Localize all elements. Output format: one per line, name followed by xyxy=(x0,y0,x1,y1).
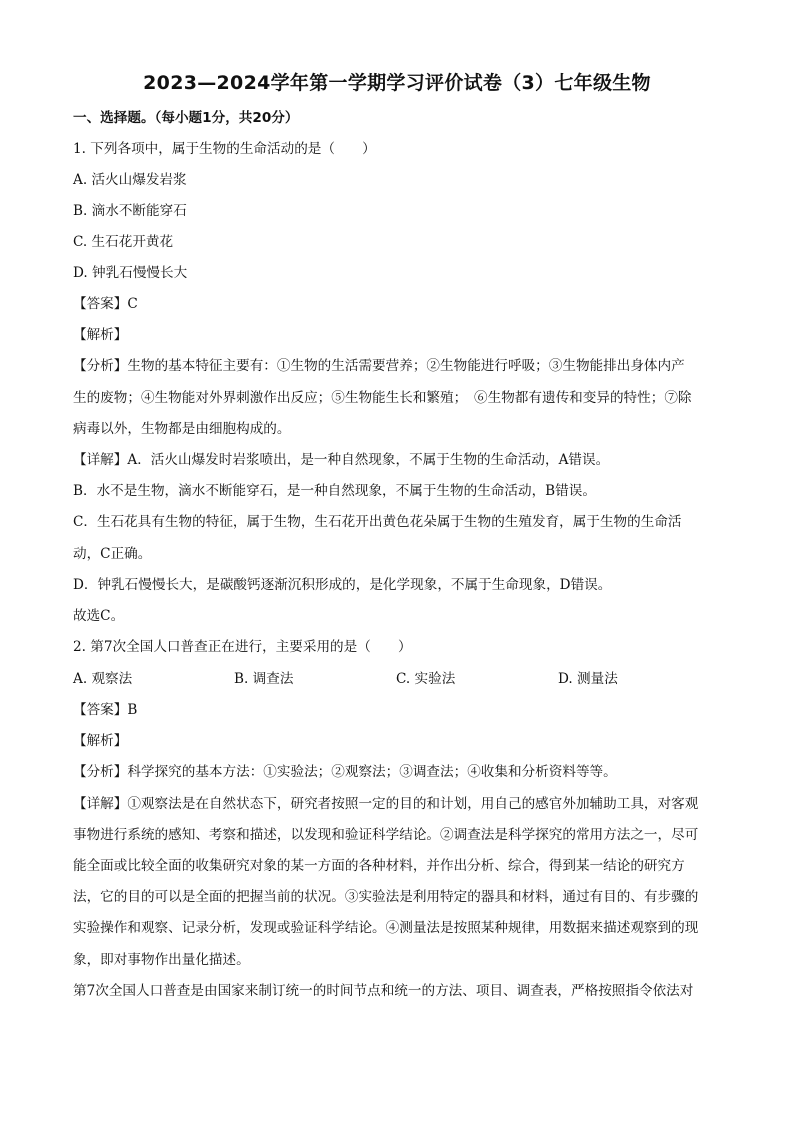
q2-analysis-line: 实验操作和观察、记录分析，发现或验证科学结论。④测量法是按照某种规律，用数据来描述观察到的现 xyxy=(73,920,699,936)
q2-analysis-line: 能全面或比较全面的收集研究对象的某一方面的各种材料，并作出分析、综合，得到某一结论的研究方 xyxy=(73,858,685,874)
q1-analysis-line: 动，C正确。 xyxy=(73,546,152,562)
q1-analysis-line: 病毒以外，生物都是由细胞构成的。 xyxy=(73,421,291,437)
q1-stem: 1. 下列各项中，属于生物的生命活动的是（ ） xyxy=(73,141,376,157)
q2-answer: 【答案】B xyxy=(73,702,138,718)
q1-analysis-label: 【解析】 xyxy=(73,327,128,343)
q2-analysis-label: 【解析】 xyxy=(73,733,128,749)
q1-analysis-line: 【详解】A．活火山爆发时岩浆喷出，是一种自然现象，不属于生物的生命活动，A错误。 xyxy=(73,452,610,468)
q2-analysis-line: 第7次全国人口普查是由国家来制订统一的时间节点和统一的方法、项目、调查表，严格按照指令依法对 xyxy=(73,983,694,999)
q2-stem: 2. 第7次全国人口普查正在进行，主要采用的是（ ） xyxy=(73,639,412,655)
q2-option-b: B. 调查法 xyxy=(234,671,294,687)
q1-option-c: C. 生石花开黄花 xyxy=(73,234,174,250)
q2-analysis-line: 象，即对事物作出量化描述。 xyxy=(73,952,250,968)
q1-analysis-line: B．水不是生物，滴水不断能穿石，是一种自然现象，不属于生物的生命活动，B错误。 xyxy=(73,483,596,499)
q1-analysis-line: 故选C。 xyxy=(73,608,125,624)
section-heading: 一、选择题。（每小题1分，共20分） xyxy=(73,110,299,126)
q1-option-b: B. 滴水不断能穿石 xyxy=(73,203,187,219)
q1-option-d: D. 钟乳石慢慢长大 xyxy=(73,265,188,281)
q1-analysis-line: C．生石花具有生物的特征，属于生物，生石花开出黄色花朵属于生物的生殖发育，属于生物的生命活 xyxy=(73,514,682,530)
q1-option-a: A. 活火山爆发岩浆 xyxy=(73,172,187,188)
q1-analysis-line: D．钟乳石慢慢长大，是碳酸钙逐渐沉积形成的，是化学现象，不属于生命现象，D错误。 xyxy=(73,577,612,593)
q1-analysis-line: 【分析】生物的基本特征主要有：①生物的生活需要营养；②生物能进行呼吸；③生物能排出身体内产 xyxy=(73,358,685,374)
q2-option-c: C. 实验法 xyxy=(396,671,456,687)
q2-option-a: A. 观察法 xyxy=(73,671,133,687)
q2-analysis-line: 【详解】①观察法是在自然状态下，研究者按照一定的目的和计划，用自己的感官外加辅助工具，对客观 xyxy=(73,796,699,812)
q2-analysis-line: 事物进行系统的感知、考察和描述，以发现和验证科学结论。②调查法是科学探究的常用方法之一，尽可 xyxy=(73,827,699,843)
q2-analysis-line: 【分析】科学探究的基本方法：①实验法；②观察法；③调查法；④收集和分析资料等等。 xyxy=(73,764,617,780)
page-title: 2023—2024学年第一学期学习评价试卷（3）七年级生物 xyxy=(143,72,651,94)
q1-answer: 【答案】C xyxy=(73,296,138,312)
q2-option-d: D. 测量法 xyxy=(558,671,618,687)
q2-analysis-line: 法，它的目的可以是全面的把握当前的状况。③实验法是利用特定的器具和材料，通过有目的、有步骤的 xyxy=(73,889,699,905)
q1-analysis-line: 生的废物；④生物能对外界刺激作出反应；⑤生物能生长和繁殖； ⑥生物都有遗传和变异的特性；⑦除 xyxy=(73,390,692,406)
